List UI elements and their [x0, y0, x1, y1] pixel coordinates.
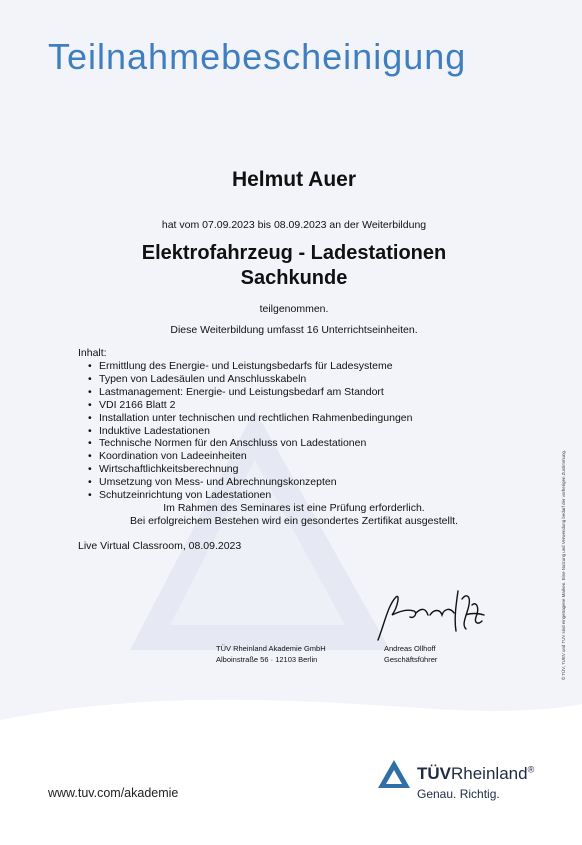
- content-label: Inhalt:: [78, 347, 107, 359]
- list-item: • Installation unter technischen und rechtlichen Rahmenbedingungen: [88, 412, 412, 425]
- period-text: hat vom 07.09.2023 bis 08.09.2023 an der Weiterbildung: [161, 219, 427, 231]
- registered-mark: ®: [527, 764, 535, 775]
- document-title: Teilnahmebescheinigung: [48, 36, 467, 77]
- list-item: • Schutzeinrichtung von Ladestationen: [88, 489, 412, 502]
- issuer-address-block: [216, 643, 326, 665]
- brand-rest: Rheinland: [451, 764, 528, 783]
- signer-name: Andreas Ollhoff: [384, 644, 436, 653]
- participant-name: Helmut Auer: [231, 168, 357, 191]
- signer-block: [384, 643, 437, 665]
- side-note-text: © TÜV, TUEV und TUV sind eingetragene Marken. Eine Nutzung und Verwendung bedarf der vorherigen Zustimmung.: [561, 449, 566, 680]
- brand-bold: TÜV: [417, 764, 451, 783]
- list-item: • Koordination von Ladeeinheiten: [88, 450, 412, 463]
- course-title-line-1: Elektrofahrzeug - Ladestationen: [141, 242, 447, 264]
- issuer-name: TÜV Rheinland Akademie GmbH: [216, 644, 326, 653]
- brand-name: [417, 764, 534, 784]
- issuer-address: Alboinstraße 56 · 12103 Berlin: [216, 655, 318, 664]
- exam-note-line-1: Im Rahmen des Seminares ist eine Prüfung erforderlich.: [163, 502, 425, 514]
- exam-note: [0, 502, 582, 528]
- list-item: • VDI 2166 Blatt 2: [88, 399, 412, 412]
- list-item: • Technische Normen für den Anschluss von Ladestationen: [88, 437, 412, 450]
- place-date: Live Virtual Classroom, 08.09.2023: [78, 540, 242, 552]
- trademark-side-note: [561, 370, 571, 680]
- list-item: • Lastmanagement: Energie- und Leistungsbedarf am Standort: [88, 386, 412, 399]
- brand-slogan: Genau. Richtig.: [417, 787, 500, 801]
- course-title: [0, 241, 582, 291]
- list-item: • Typen von Ladesäulen und Anschlusskabeln: [88, 373, 412, 386]
- signature-image: [370, 585, 490, 645]
- list-item: • Wirtschaftlichkeitsberechnung: [88, 463, 412, 476]
- participated-text: teilgenommen.: [259, 303, 329, 315]
- exam-note-line-2: Bei erfolgreichem Bestehen wird ein gesondertes Zertifikat ausgestellt.: [129, 515, 458, 527]
- list-item: • Induktive Ladestationen: [88, 425, 412, 438]
- tuv-triangle-logo-icon: [376, 758, 412, 790]
- signer-role: Geschäftsführer: [384, 655, 438, 664]
- units-text: Diese Weiterbildung umfasst 16 Unterrichtseinheiten.: [170, 324, 418, 336]
- course-title-line-2: Sachkunde: [240, 267, 348, 289]
- list-item: • Ermittlung des Energie- und Leistungsbedarfs für Ladesysteme: [88, 360, 412, 373]
- content-list: [88, 360, 412, 502]
- list-item: • Umsetzung von Mess- und Abrechnungskonzepten: [88, 476, 412, 489]
- footer-url[interactable]: www.tuv.com/akademie: [48, 786, 179, 800]
